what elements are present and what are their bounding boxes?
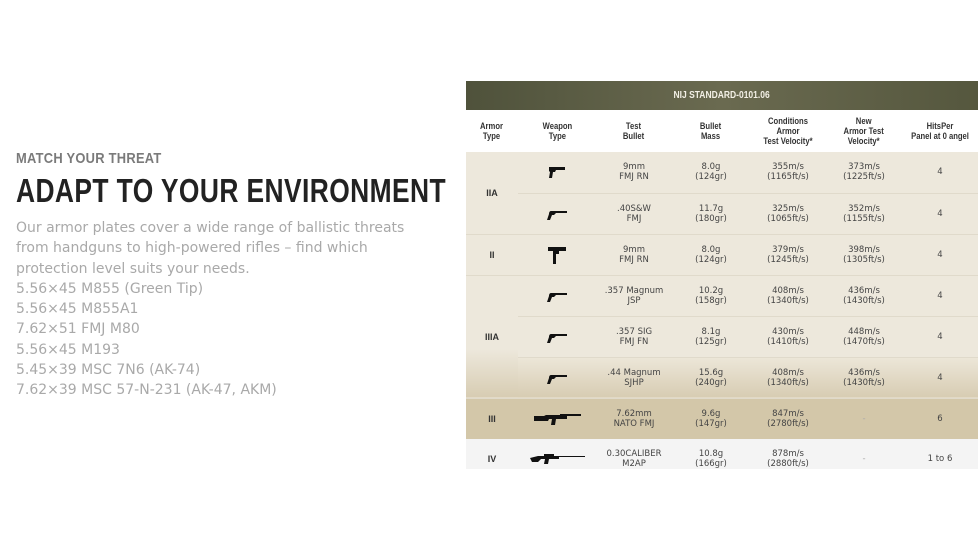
column-header-line: Armor (480, 121, 504, 131)
mass-line: 8.1g (701, 326, 721, 337)
column-header (518, 110, 596, 152)
hits-cell: 4 (902, 234, 978, 275)
mass-line: 9.6g (701, 408, 721, 419)
mass-line: 8.0g (701, 162, 721, 173)
revolver-icon (518, 331, 596, 343)
bullet-line: 9mm (623, 162, 645, 173)
armor-type: III (466, 398, 518, 439)
threat-item: 5.56×45 M193 (16, 341, 120, 358)
cond-line: 325m/s (772, 203, 804, 214)
cond-cell (750, 316, 826, 357)
cond-line: 878m/s (772, 449, 804, 460)
bullet-line: .44 Magnum (607, 367, 661, 378)
threat-table (466, 110, 978, 469)
cond-line: 379m/s (772, 244, 804, 255)
cond-line: (1340ft/s) (767, 377, 809, 388)
column-header-line: Bullet (700, 121, 722, 131)
bullet-cell (596, 439, 672, 469)
hits-cell: 1 to 6 (902, 439, 978, 469)
bullet-cell (596, 193, 672, 234)
hits-cell: 4 (902, 316, 978, 357)
bullet-line: M2AP (622, 459, 646, 469)
armor-type: IV (466, 439, 518, 469)
mass-cell (672, 234, 750, 275)
column-header-line: New (856, 116, 872, 126)
hits-cell: 4 (902, 152, 978, 193)
new-cell (826, 152, 902, 193)
new-cell (826, 275, 902, 316)
hits-cell: 6 (902, 398, 978, 439)
bullet-line: 0.30CALIBER (606, 449, 662, 460)
armor-type: II (466, 234, 518, 275)
bullet-cell (596, 357, 672, 398)
cond-line: 355m/s (772, 162, 804, 173)
revolver-icon (518, 290, 596, 302)
armor-type: IIIA (466, 275, 518, 398)
new-line: (1430ft/s) (843, 377, 885, 388)
section-title: ADAPT TO YOUR ENVIRONMENT (16, 172, 446, 209)
bullet-cell (596, 398, 672, 439)
description (16, 218, 416, 401)
cond-cell (750, 398, 826, 439)
nij-standard-table (466, 81, 978, 469)
bullet-line: FMJ (626, 213, 642, 224)
hits-cell: 4 (902, 357, 978, 398)
weapon-type (518, 398, 596, 439)
cond-line: (1065ft/s) (767, 213, 809, 224)
column-header-line: Test (626, 121, 642, 131)
new-cell (826, 234, 902, 275)
revolver-icon (518, 208, 596, 220)
new-cell (826, 193, 902, 234)
new-cell (826, 316, 902, 357)
bullet-line: .357 SIG (615, 326, 653, 337)
intro-section (16, 150, 446, 401)
cond-line: (1165ft/s) (767, 172, 809, 183)
cond-cell (750, 275, 826, 316)
table-row (466, 275, 978, 316)
column-header (826, 110, 902, 152)
mass-line: 15.6g (698, 367, 724, 378)
mass-cell (672, 316, 750, 357)
new-line: 436m/s (848, 285, 880, 296)
revolver-icon (518, 372, 596, 384)
cond-cell (750, 193, 826, 234)
rifle-icon (518, 412, 596, 426)
mass-line: (124gr) (695, 172, 727, 183)
table-title-text: NIJ STANDARD-0101.06 (673, 90, 771, 101)
new-line: (1225ft/s) (843, 172, 885, 183)
new-cell (826, 398, 902, 439)
weapon-type (518, 193, 596, 234)
bullet-line: JSP (627, 295, 641, 306)
table-row (466, 398, 978, 439)
mass-line: (240gr) (695, 377, 727, 388)
cond-line: (1245ft/s) (767, 254, 809, 265)
bullet-line: FMJ FN (619, 336, 649, 347)
column-header-line: Panel at 0 angel (911, 131, 969, 141)
new-cell (826, 439, 902, 469)
weapon-type (518, 275, 596, 316)
column-header-line: Type (548, 131, 566, 141)
column-header (750, 110, 826, 152)
mass-line: 10.2g (698, 285, 724, 296)
new-line: 352m/s (848, 203, 880, 214)
mass-line: (158gr) (695, 295, 727, 306)
hits-cell: 4 (902, 275, 978, 316)
weapon-type (518, 152, 596, 193)
mass-line: 10.8g (698, 449, 724, 460)
bullet-cell (596, 152, 672, 193)
cond-line: 430m/s (772, 326, 804, 337)
mass-line: 8.0g (701, 244, 721, 255)
cond-cell (750, 234, 826, 275)
new-line: (1430ft/s) (843, 295, 885, 306)
table-title (466, 81, 978, 110)
new-line: (1470ft/s) (843, 336, 885, 347)
bullet-cell (596, 275, 672, 316)
cond-line: (1340ft/s) (767, 295, 809, 306)
new-line: 448m/s (848, 326, 880, 337)
cond-line: 408m/s (772, 285, 804, 296)
column-header-line: Velocity* (848, 136, 880, 146)
cond-line: (2780ft/s) (767, 418, 809, 429)
column-header-line: Mass (701, 131, 721, 141)
bullet-line: 7.62mm (616, 408, 652, 419)
bullet-line: .40S&W (617, 203, 651, 214)
column-header-line: Conditions Armor (768, 116, 808, 136)
column-header-line: Weapon (542, 121, 572, 131)
column-header (596, 110, 672, 152)
pistol-icon (518, 165, 596, 179)
mass-line: (180gr) (695, 213, 727, 224)
weapon-type (518, 439, 596, 469)
column-header-line: Armor Test (843, 126, 885, 136)
cond-line: (2880ft/s) (767, 459, 809, 469)
armor-type: IIA (466, 152, 518, 234)
threat-item: 5.45×39 MSC 7N6 (AK-74) (16, 362, 201, 379)
column-header-line: Type (483, 131, 501, 141)
hits-cell: 4 (902, 193, 978, 234)
bullet-line: .357 Magnum (604, 285, 664, 296)
mass-line: (166gr) (695, 459, 727, 469)
description-text: Our armor plates cover a wide range of ballistic threats from handguns to high-powered rifles – find which protection level suits your needs. (16, 220, 405, 277)
cond-cell (750, 439, 826, 469)
new-line: - (862, 413, 866, 424)
bullet-line: NATO FMJ (613, 418, 655, 429)
mass-cell (672, 439, 750, 469)
table-row (466, 357, 978, 398)
sniper-rifle-icon (518, 452, 596, 466)
threat-item: 7.62×51 FMJ M80 (16, 321, 140, 338)
eyebrow: MATCH YOUR THREAT (16, 150, 162, 167)
new-line: 373m/s (848, 162, 880, 173)
threat-item: 5.56×45 M855 (Green Tip) (16, 280, 204, 297)
cond-line: 408m/s (772, 367, 804, 378)
column-header (672, 110, 750, 152)
weapon-type (518, 234, 596, 275)
table-row (466, 439, 978, 469)
mass-line: 11.7g (698, 203, 724, 214)
table-row (466, 193, 978, 234)
bullet-line: SJHP (624, 377, 644, 388)
mass-line: (147gr) (695, 418, 727, 429)
new-line: (1305ft/s) (843, 254, 885, 265)
bullet-line: FMJ RN (619, 172, 649, 183)
bullet-line: FMJ RN (619, 254, 649, 265)
table-row (466, 316, 978, 357)
column-header-line: HitsPer (926, 121, 954, 131)
mass-cell (672, 152, 750, 193)
mass-cell (672, 275, 750, 316)
new-line: 398m/s (848, 244, 880, 255)
threat-item: 5.56×45 M855A1 (16, 301, 139, 318)
column-header (466, 110, 518, 152)
mass-cell (672, 357, 750, 398)
table-row (466, 152, 978, 193)
cond-line: (1410ft/s) (767, 336, 809, 347)
column-header (902, 110, 978, 152)
column-header-line: Test Velocity* (763, 136, 813, 146)
mass-line: (124gr) (695, 254, 727, 265)
new-line: - (862, 454, 866, 465)
weapon-type (518, 316, 596, 357)
new-line: 436m/s (848, 367, 880, 378)
threat-item: 7.62×39 MSC 57-N-231 (AK-47, AKM) (16, 382, 277, 399)
mass-line: (125gr) (695, 336, 727, 347)
bullet-cell (596, 316, 672, 357)
mass-cell (672, 193, 750, 234)
weapon-type (518, 357, 596, 398)
cond-line: 847m/s (772, 408, 804, 419)
new-cell (826, 357, 902, 398)
bullet-cell (596, 234, 672, 275)
new-line: (1155ft/s) (843, 213, 885, 224)
smg-icon (518, 245, 596, 265)
cond-cell (750, 357, 826, 398)
table-row (466, 234, 978, 275)
cond-cell (750, 152, 826, 193)
mass-cell (672, 398, 750, 439)
bullet-line: 9mm (623, 244, 645, 255)
column-header-line: Bullet (623, 131, 645, 141)
